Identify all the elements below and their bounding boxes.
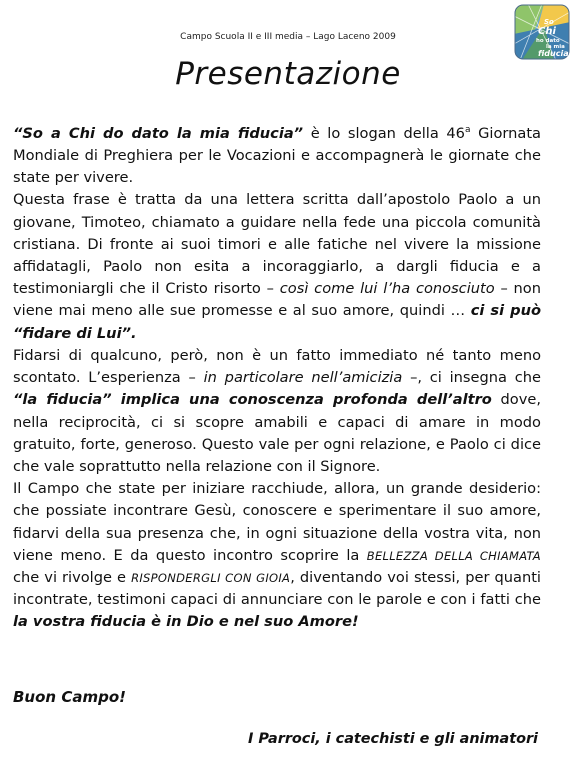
p3-text-3: –, ci insegna che <box>402 369 541 387</box>
paragraph-3 <box>13 345 541 478</box>
p4-text-5: , diventando voi stessi, per quanti incontrate, testimoni capaci di annunciare con le parole e con i fatti che <box>13 568 541 609</box>
p3-emphasis: “la fiducia” implica una conoscenza profonda dell’altro <box>13 391 492 409</box>
p4-smallcaps-1: BELLEZZA DELLA CHIAMATA <box>366 548 541 563</box>
logo-text-5: fiducia <box>538 49 569 58</box>
signature: I Parroci, i catechisti e gli animatori <box>248 731 538 747</box>
p1-superscript: a <box>464 125 471 135</box>
body-text <box>13 119 541 634</box>
p3-text-1: Fidarsi di qualcuno, però, non è un fatto immediato né tanto meno scontato. L’esperienza – <box>13 346 541 387</box>
p1-text-3: Giornata Mondiale di Preghiera per le Vocazioni e accompagnerà le giornate che state per vivere. <box>13 124 541 187</box>
slogan-quote: “So a Chi do dato la mia fiducia” <box>13 124 304 142</box>
paragraph-4 <box>13 478 541 633</box>
p4-smallcaps-2: RISPONDERGLI CON GIOIA <box>131 570 291 585</box>
logo-text-3: ho dato <box>536 38 560 44</box>
logo-text-1: So <box>544 18 554 26</box>
p3-italic: in particolare nell’amicizia <box>203 369 403 387</box>
p1-text-2: è lo slogan della 46 <box>303 124 465 142</box>
p2-text-3: – non viene mai meno alle sue promesse e al suo amore, quindi … <box>13 280 541 320</box>
paragraph-1 <box>13 119 541 189</box>
page-title: Presentazione <box>175 56 401 92</box>
p3-text-5: dove, nella reciprocità, ci si scopre amabili e capaci di amare in modo gratuito, forte, generoso. Questo vale per ogni relazione, e Paolo ci dice che vale soprattutto nella relazione con il Signore. <box>13 391 541 475</box>
p4-text-1: Il Campo che state per iniziare racchiude, allora, un grande desiderio: che possiate incontrare Gesù, conoscere e sperimentare il suo amore, fidarvi della sua presenza che, in ogni situazione della vostra vita, non viene meno. E da questo incontro scoprire la <box>13 480 541 564</box>
p2-italic: così come lui l’ha conosciuto <box>279 280 495 298</box>
closing-greeting: Buon Campo! <box>13 688 126 706</box>
p2-emphasis: ci si può “fidare di Lui”. <box>13 302 541 342</box>
logo-text-2: Chi <box>538 26 556 37</box>
p4-text-3: che vi rivolge e <box>13 568 132 586</box>
p4-emphasis: la vostra fiducia è in Dio e nel suo Amore! <box>13 613 359 631</box>
campo-logo <box>514 4 570 60</box>
logo-text-4: la mia <box>546 44 565 50</box>
header-line: Campo Scuola II e III media – Lago Laceno 2009 <box>180 32 396 42</box>
paragraph-2 <box>13 189 541 344</box>
p2-text-1: Questa frase è tratta da una lettera scritta dall’apostolo Paolo a un giovane, Timoteo, chiamato a guidare nella fede una piccola comunità cristiana. Di fronte ai suoi timori e alle fatiche nel vivere la missione affidatagli, Paolo non esita a incoraggiarlo, a dargli fiducia e a testimoniargli che il Cristo risorto – <box>13 191 541 298</box>
